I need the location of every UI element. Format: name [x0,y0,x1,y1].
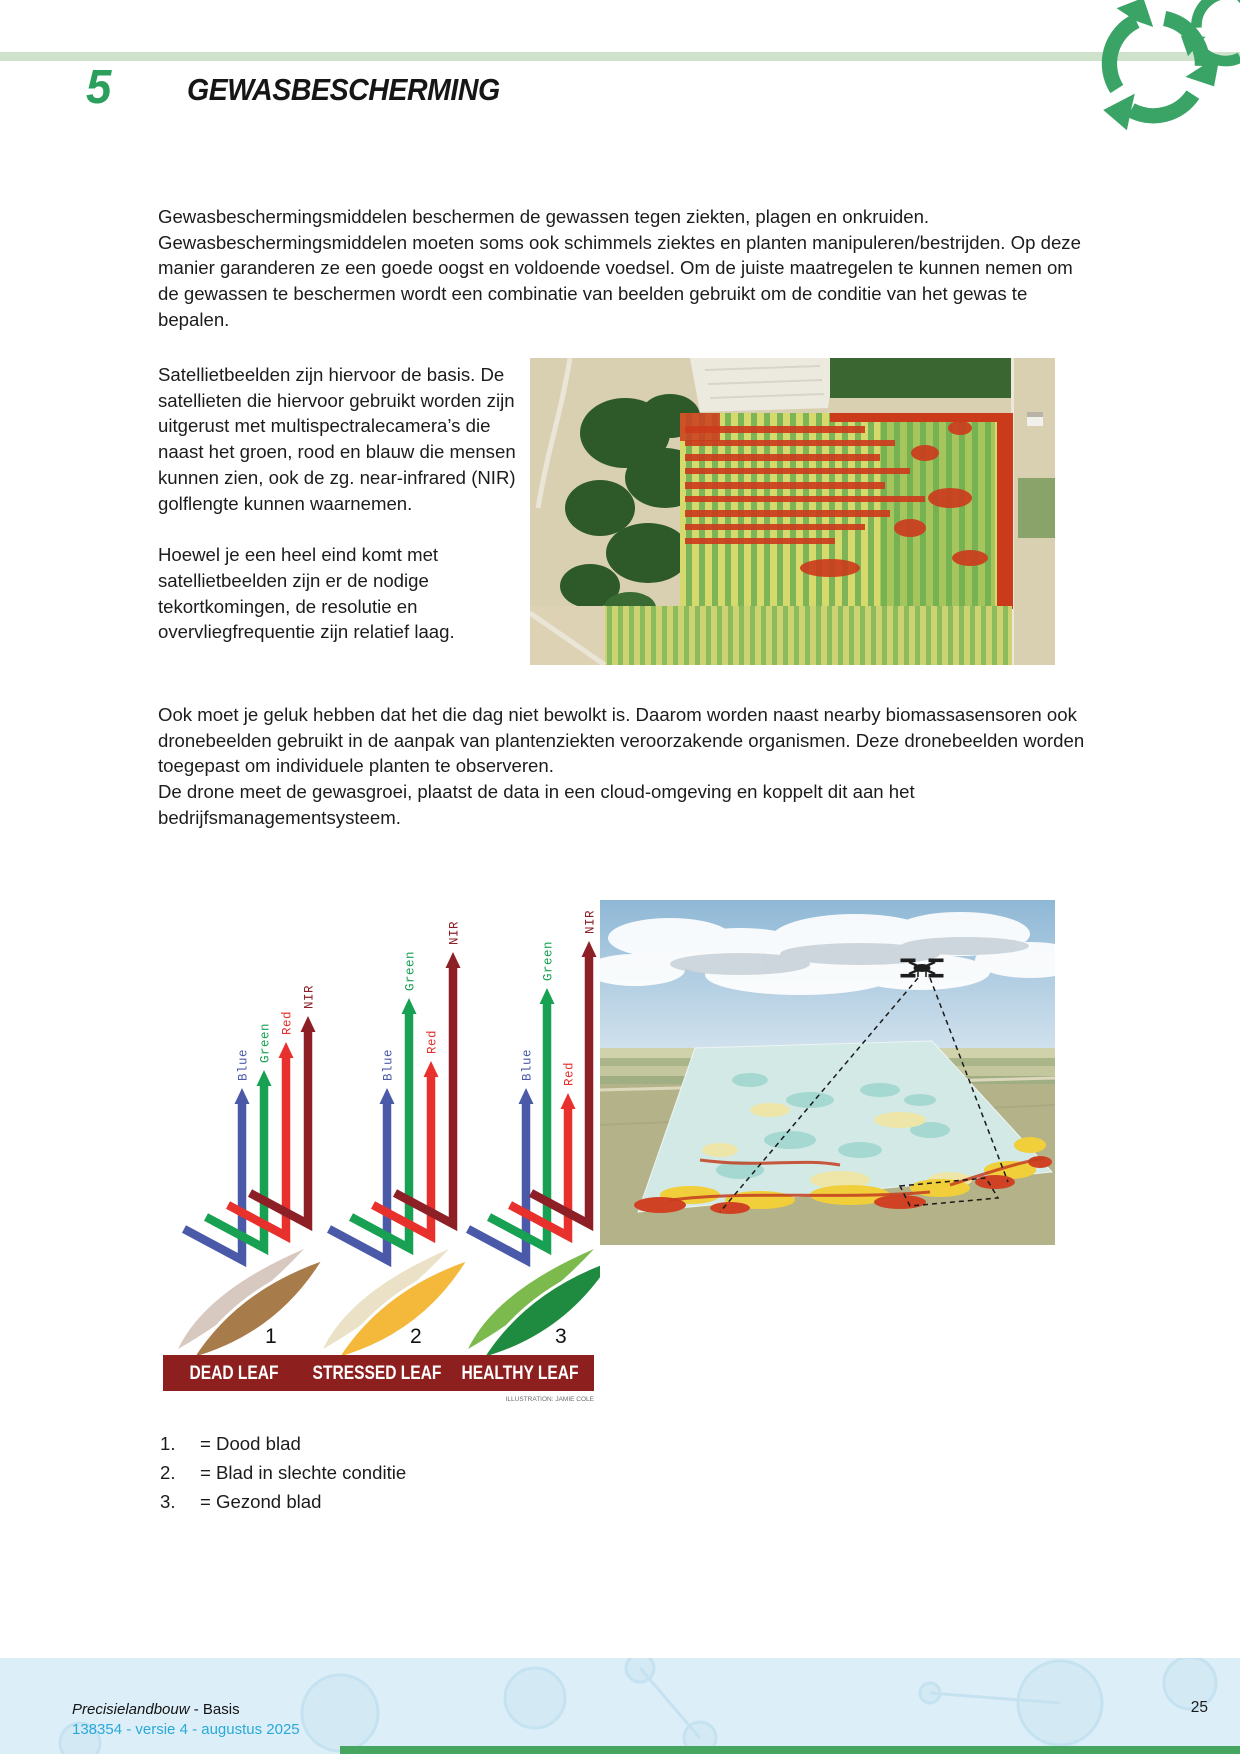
footer-doc-info: 138354 - versie 4 - augustus 2025 [72,1720,300,1738]
band-label-blue: Blue [520,1048,535,1081]
legend-number: 2. [160,1461,176,1483]
legend-text: = Gezond blad [200,1490,322,1512]
band-label-green: Green [541,940,556,981]
intro-paragraph [158,204,1098,333]
drone-paragraph-line1: Ook moet je geluk hebben dat het die dag niet bewolkt is. Daarom worden naast nearby biomassasensoren ook dronebeelden gebruikt in de aanpak van plantenziekten veroorzakende organismen. Deze dronebeelden worden toegepast om individuele planten te observeren. [158,704,1085,777]
bottom-green-bar [340,1746,1240,1754]
legend-number: 1. [160,1433,176,1454]
leaf-label-healthy: HEALTHY LEAF [461,1361,579,1384]
band-label-blue: Blue [381,1048,396,1081]
satellite-paragraph-1: Satellietbeelden zijn hiervoor de basis. De satellieten die hiervoor gebruikt worden zijn uitgerust met multispectralecamera’s die naast het groen, rood en blauw die mensen kunnen zien, ook de zg. near-infrared (NIR) golflengte kunnen waarnemen. [158,364,516,514]
band-label-green: Green [403,950,418,991]
footer-series-title: Precisielandbouw [72,1701,190,1718]
illustration-credit: ILLUSTRATION: JAMIE COLE [505,1396,594,1403]
band-label-nir: NIR [447,920,462,945]
drone-scan-image [600,900,1055,1250]
satellite-ndvi-image [530,358,1055,670]
leaf-number-2: 2 [410,1325,422,1348]
healthy-leaf-shape [468,1249,600,1359]
leaf-label-dead: DEAD LEAF [189,1361,279,1384]
leaf-label-stressed: STRESSED LEAF [312,1361,442,1384]
dead-leaf-shape [178,1249,324,1359]
legend-text: = Dood blad [200,1433,301,1454]
satellite-text-column [158,362,538,645]
stressed-leaf-shape [323,1249,469,1359]
leaf-spectrum-diagram [160,895,600,1417]
leaf-number-3: 3 [555,1325,567,1348]
band-label-nir: NIR [302,984,317,1009]
legend-item-2 [160,1459,406,1488]
intro-text: Gewasbeschermingsmiddelen beschermen de gewassen tegen ziekten, plagen en onkruiden. Gewasbeschermingsmiddelen moeten soms ook schimmels ziektes en planten manipuleren/bestrijden. Op deze manier garanderen ze een goede oogst en voldoende voedsel. Om de juiste maatregelen te kunnen nemen om de gewassen te beschermen wordt een combinatie van beelden gebruikt om de conditie van het gewas te bepalen. [158,206,1081,330]
chapter-number: 5 [86,61,112,114]
band-label-red: Red [425,1029,440,1054]
recycle-icon [970,0,1240,140]
drone-paragraph-line2: De drone meet de gewasgroei, plaatst de data in een cloud-omgeving en koppelt dit aan het bedrijfsmanagementsysteem. [158,781,915,828]
satellite-paragraph-2: Hoewel je een heel eind komt met satellietbeelden zijn er de nodige tekortkomingen, de resolutie en overvliegfrequentie zijn relatief laag. [158,544,455,643]
band-label-green: Green [258,1022,273,1063]
band-label-nir: NIR [583,909,598,934]
legend-text: = Blad in slechte conditie [200,1461,407,1483]
page-number: 25 [1190,1699,1208,1716]
legend-list [160,1430,406,1516]
chapter-title: GEWASBESCHERMING [187,72,500,107]
legend-item-3 [160,1488,406,1517]
legend-item-1 [160,1430,406,1459]
legend-number: 3. [160,1490,176,1512]
footer-series [72,1700,300,1739]
band-label-red: Red [562,1061,577,1086]
footer-series-suffix: - Basis [189,1701,240,1718]
drone-paragraph [158,702,1103,831]
leaf-number-1: 1 [265,1325,277,1348]
band-label-blue: Blue [236,1048,251,1081]
band-label-red: Red [280,1010,295,1035]
